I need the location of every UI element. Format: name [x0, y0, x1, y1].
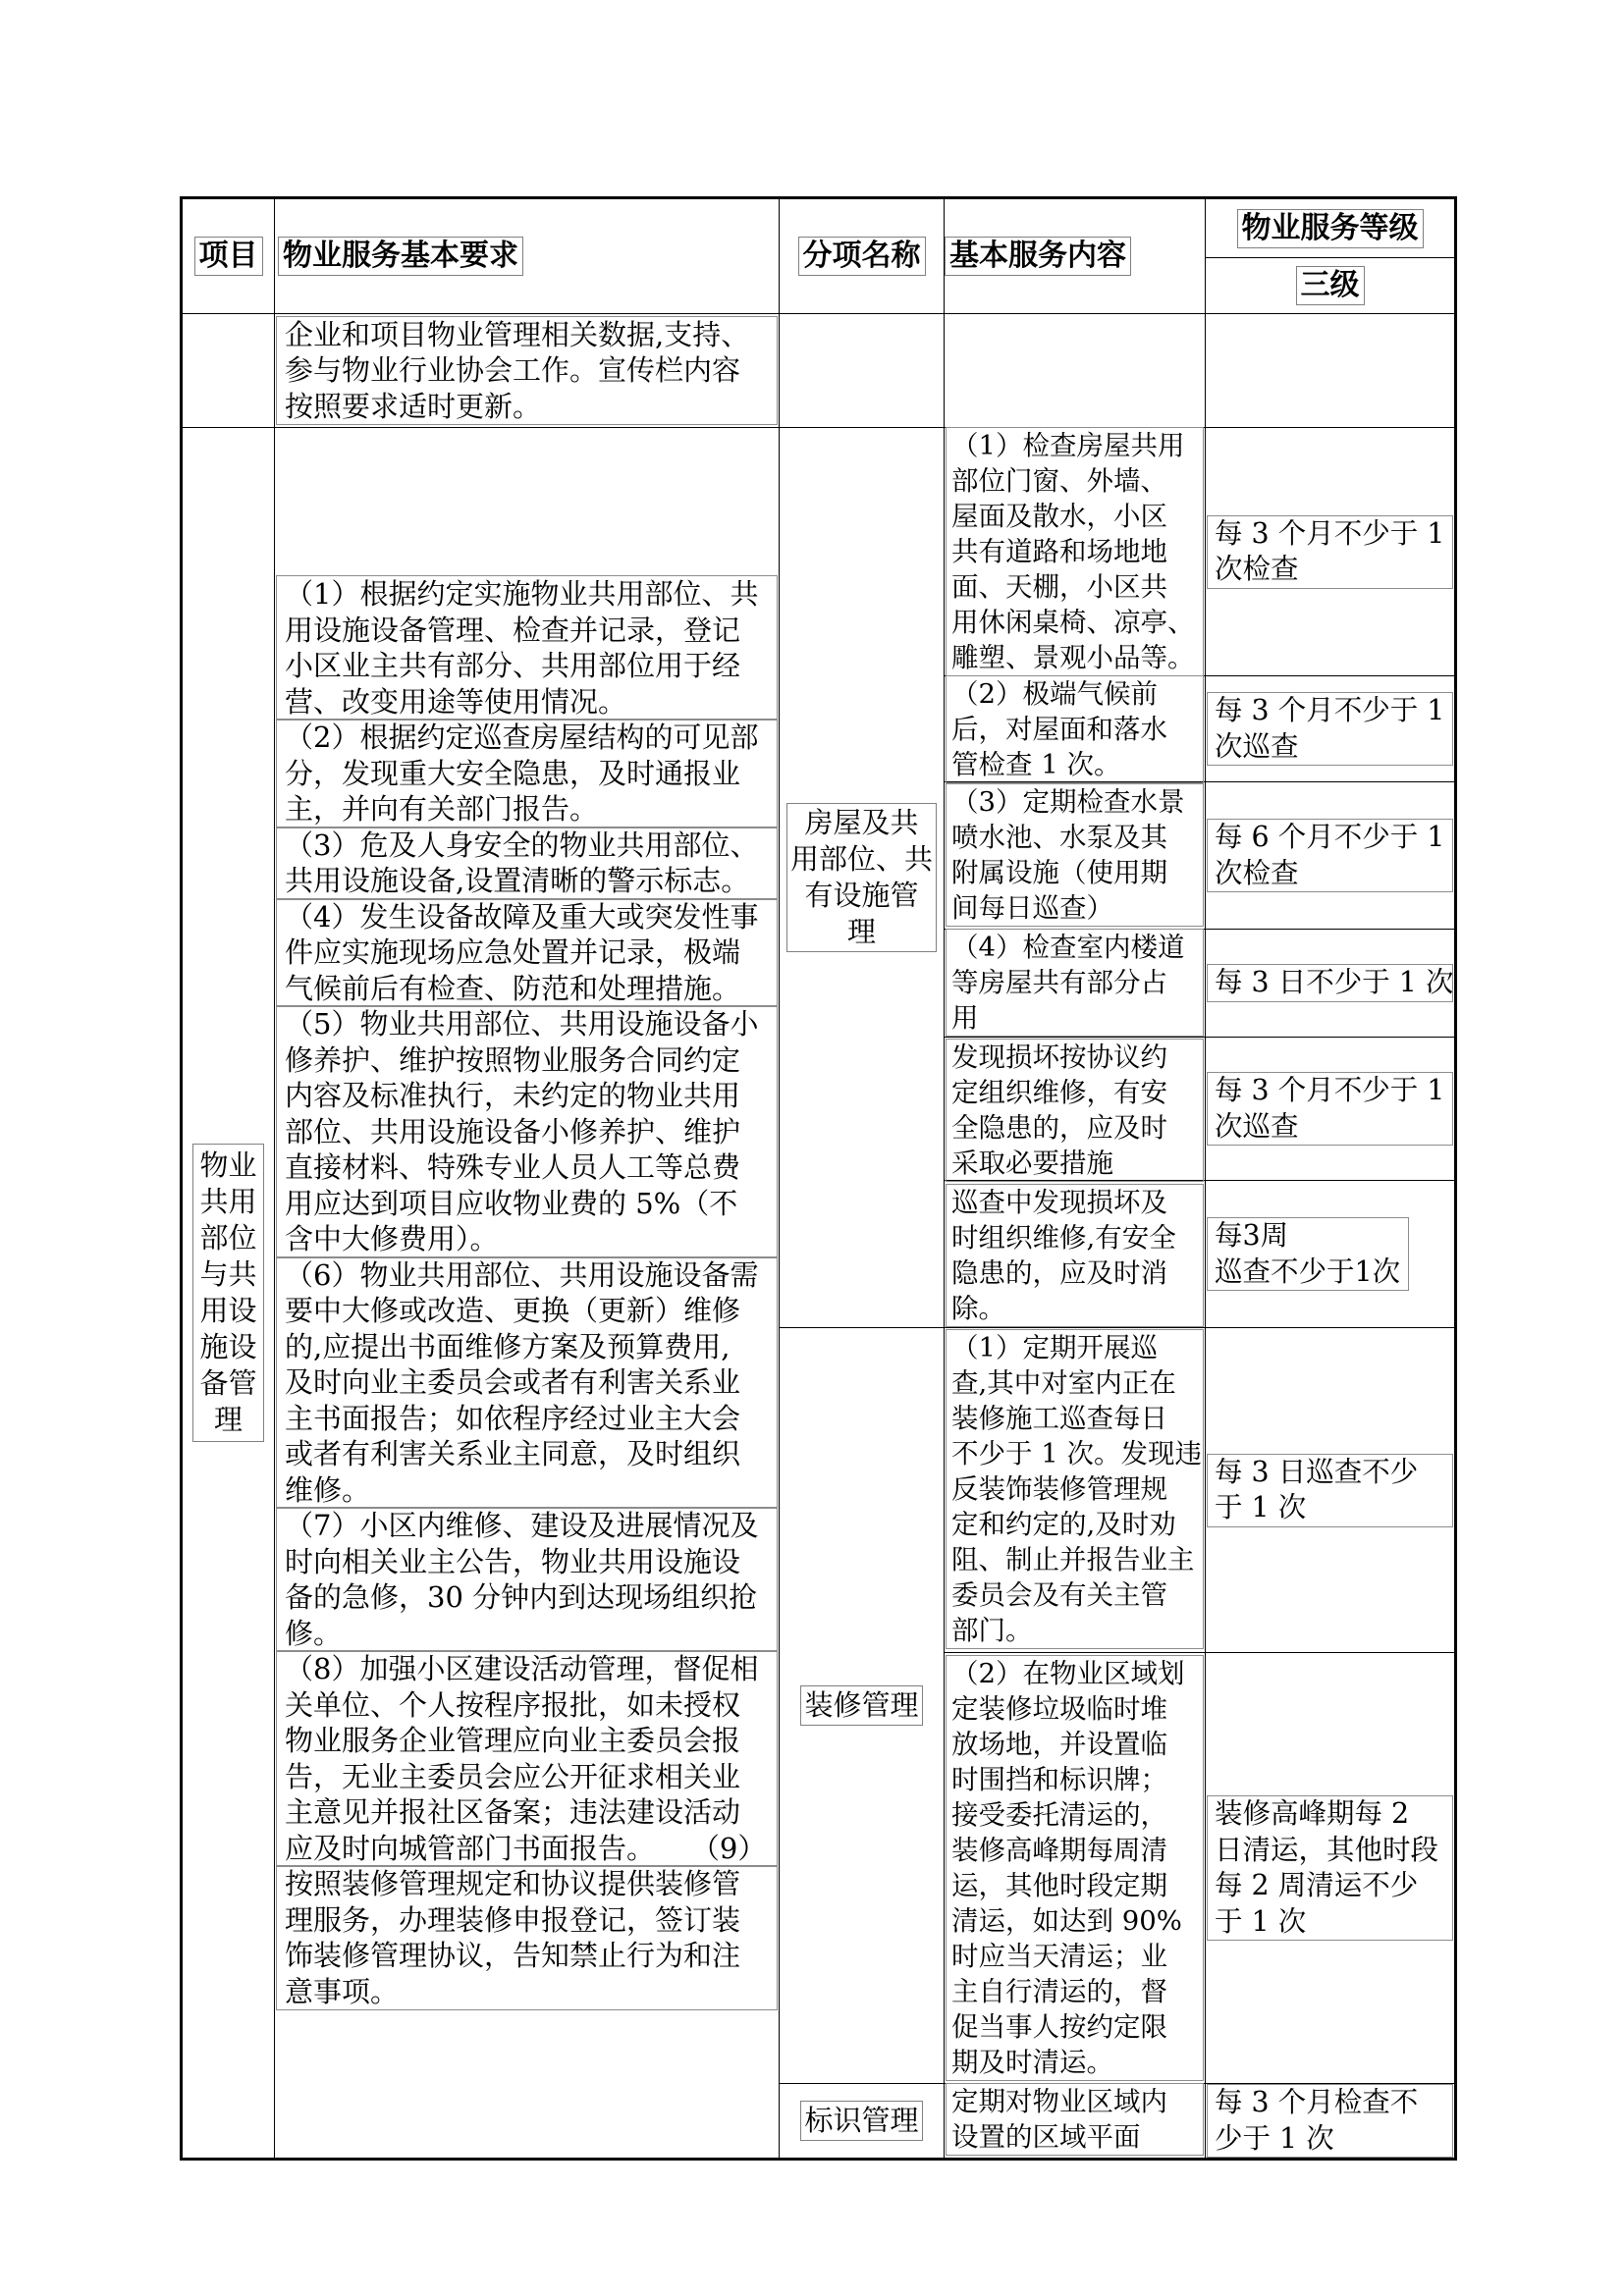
- text-line: 部门。: [951, 1615, 1033, 1646]
- requirement-paragraph: [277, 899, 777, 1007]
- service-level: [1208, 2085, 1452, 2157]
- service-level: [1208, 1073, 1452, 1145]
- service-level-cell: [1206, 1038, 1454, 1181]
- text-line: 小区业主共有部分、共用部位用于经: [285, 649, 741, 682]
- service-level-cell: [1206, 676, 1454, 782]
- requirement-paragraph: [277, 1257, 777, 1509]
- empty-cell: [1206, 314, 1454, 428]
- text-line: 次巡查: [1215, 1109, 1299, 1143]
- text-line: （3）危及人身安全的物业共用部位、: [285, 828, 759, 862]
- text-line: 理: [846, 915, 876, 948]
- text-line: 用休闲桌椅、凉亭、: [951, 607, 1195, 638]
- text-line: 促当事人按约定限: [951, 2011, 1167, 2043]
- section-item-cell: [183, 428, 275, 2158]
- text-line: 间每日巡查）: [951, 892, 1113, 924]
- service-level-cell: [1206, 1653, 1454, 2084]
- service-level: [1208, 1796, 1452, 1940]
- text-line: 清运，如达到 90%: [951, 1905, 1182, 1937]
- text-line: 主自行清运的，督: [951, 1976, 1167, 2007]
- service-content: [947, 1330, 1203, 1648]
- text-line: 装修高峰期每 2: [1215, 1797, 1410, 1830]
- service-content-cell: [945, 428, 1206, 676]
- service-level-cell: [1206, 428, 1454, 676]
- text-line: 等房屋共有部分占: [951, 967, 1167, 998]
- text-line: 含中大修费用）。: [285, 1222, 499, 1255]
- section-item-label: [193, 1145, 262, 1441]
- text-line: 修。: [285, 1616, 343, 1650]
- subitem-name-building-facilities: [787, 804, 936, 951]
- text-line: 查,其中对室内正在: [951, 1367, 1176, 1399]
- text-line: 部位、共用设施设备小修养护、维护: [285, 1114, 741, 1148]
- text-line: 隐患的，应及时消: [951, 1257, 1167, 1289]
- text-line: 附属设施（使用期: [951, 857, 1167, 888]
- service-level: [1208, 516, 1452, 588]
- text-line: 主，并向有关部门报告。: [285, 792, 599, 826]
- service-content: [947, 676, 1203, 782]
- text-line: 次检查: [1215, 553, 1299, 585]
- text-line: 定装修垃圾临时堆: [951, 1693, 1167, 1725]
- header-service-level-label: 物业服务等级: [1238, 210, 1423, 247]
- text-line: 应及时向城管部门书面报告。 （9）: [285, 1831, 767, 1865]
- text-line: 日清运，其他时段: [1215, 1833, 1439, 1866]
- service-content-cell: [945, 2084, 1206, 2158]
- text-line: （3）定期检查水景: [951, 786, 1185, 818]
- text-line: 定组织维修，有安: [951, 1077, 1167, 1108]
- text-line: （1）检查房屋共用: [951, 430, 1185, 461]
- text-line: 次检查: [1215, 856, 1299, 889]
- header-basic-requirements-cell: [275, 199, 780, 314]
- service-level: [1208, 1218, 1408, 1290]
- subitem-name-cell: [780, 1328, 945, 2084]
- text-line: 管检查 1 次。: [951, 749, 1121, 780]
- text-line: （4）检查室内楼道: [951, 932, 1185, 963]
- service-content-cell: [945, 782, 1206, 930]
- text-line: 接受委托清运的，: [951, 1799, 1167, 1831]
- header-subitem-name-label: 分项名称: [799, 238, 925, 275]
- service-level-cell: [1206, 930, 1454, 1038]
- text-line: 施设: [199, 1330, 257, 1363]
- text-line: 巡查不少于1次: [1215, 1255, 1401, 1288]
- service-level: [1208, 820, 1452, 891]
- empty-cell: [780, 314, 945, 428]
- text-line: 每 3 个月不少于 1: [1215, 694, 1445, 726]
- service-level-cell: [1206, 1181, 1454, 1328]
- text-line: 分，发现重大安全隐患，及时通报业: [285, 756, 741, 790]
- text-line: 内容及标准执行，未约定的物业共用: [285, 1079, 741, 1112]
- header-level-three-cell: [1206, 258, 1454, 314]
- text-line: 面、天棚，小区共: [951, 571, 1167, 603]
- text-line: 直接材料、特殊专业人员人工等总费: [285, 1150, 741, 1184]
- text-line: 饰装修管理协议，告知禁止行为和注: [285, 1939, 741, 1972]
- text-line: 的,应提出书面维修方案及预算费用,: [285, 1329, 731, 1363]
- text-line: 阻、制止并报告业主: [951, 1544, 1195, 1575]
- text-line: 用设: [199, 1294, 257, 1327]
- text-line: 部位: [199, 1221, 257, 1255]
- text-line: 告，无业主委员会应公开征求相关业: [285, 1759, 741, 1793]
- subitem-name-cell: [780, 2084, 945, 2158]
- text-line: 每3周: [1215, 1219, 1289, 1252]
- service-content: [947, 784, 1203, 926]
- text-line: 标识管理: [804, 2104, 919, 2137]
- text-line: 时向相关业主公告，物业共用设施设: [285, 1544, 741, 1578]
- requirement-paragraph: [277, 1651, 777, 1866]
- text-line: 不少于 1 次。发现违: [951, 1438, 1202, 1469]
- text-line: （8）加强小区建设活动管理，督促相: [285, 1652, 759, 1685]
- subitem-name-signage: [801, 2102, 921, 2140]
- service-content-cell: [945, 676, 1206, 782]
- text-line: 用设施设备管理、检查并记录，登记: [285, 613, 741, 647]
- text-line: 备管: [199, 1366, 257, 1400]
- intro-requirements-cell: [275, 314, 780, 428]
- text-line: 每 2 周清运不少: [1215, 1869, 1419, 1901]
- text-line: 于 1 次: [1215, 1904, 1307, 1938]
- service-content: [947, 1656, 1203, 2080]
- text-line: 时应当天清运；业: [951, 1941, 1167, 1972]
- text-line: 物业服务企业管理应向业主委员会报: [285, 1724, 741, 1757]
- empty-cell: [183, 314, 275, 428]
- text-line: 及时向业主委员会或者有利害关系业: [285, 1365, 741, 1399]
- requirement-paragraph: [277, 1508, 777, 1651]
- text-line: 意事项。: [285, 1974, 400, 2008]
- text-line: 每 3 日巡查不少: [1215, 1455, 1419, 1488]
- text-line: 于 1 次: [1215, 1491, 1307, 1523]
- empty-cell: [945, 314, 1206, 428]
- text-line: 主意见并报社区备案；违法建设活动: [285, 1795, 741, 1829]
- service-level-cell: [1206, 1328, 1454, 1653]
- text-line: 共用设施设备,设置清晰的警示标志。: [285, 864, 750, 897]
- text-line: 每 6 个月不少于 1: [1215, 821, 1445, 853]
- requirement-paragraph: [277, 828, 777, 899]
- service-level-cell: [1206, 782, 1454, 930]
- text-line: 运，其他时段定期: [951, 1870, 1167, 1901]
- text-line: 巡查中发现损坏及: [951, 1187, 1167, 1218]
- header-service-level-cell: [1206, 199, 1454, 258]
- text-line: （5）物业共用部位、共用设施设备小: [285, 1007, 759, 1041]
- text-line: （2）极端气候前: [951, 678, 1158, 710]
- requirement-paragraph: [277, 1866, 777, 2009]
- text-line: 喷水池、水泵及其: [951, 822, 1167, 853]
- text-line: 用应达到项目应收物业费的 5%（不: [285, 1186, 738, 1220]
- text-line: 少于 1 次: [1215, 2121, 1334, 2155]
- text-line: 按照要求适时更新。: [285, 389, 542, 423]
- text-line: 房屋及共: [804, 806, 919, 839]
- requirement-paragraph: [277, 1006, 777, 1257]
- text-line: 时围挡和标识牌；: [951, 1764, 1167, 1795]
- service-content: [947, 1185, 1203, 1326]
- text-line: 屋面及散水，小区: [951, 501, 1167, 532]
- service-content: [947, 930, 1203, 1036]
- subitem-name-decoration: [801, 1686, 921, 1725]
- text-line: 装修施工巡查每日: [951, 1403, 1167, 1434]
- header-service-content-cell: [945, 199, 1206, 314]
- service-level: [1208, 693, 1452, 765]
- requirement-paragraph: [277, 720, 777, 828]
- text-line: 备的急修，30 分钟内到达现场组织抢: [285, 1580, 758, 1614]
- text-line: 装修管理: [804, 1688, 919, 1722]
- text-line: 用: [951, 1002, 979, 1034]
- text-line: 理服务，办理装修申报登记，签订装: [285, 1902, 741, 1937]
- text-line: 每 3 个月不少于 1: [1215, 516, 1445, 550]
- text-line: 期及时清运。: [951, 2047, 1113, 2078]
- header-level-three-label: 三级: [1297, 267, 1364, 304]
- text-line: 件应实施现场应急处置并记录，极端: [285, 935, 741, 969]
- text-line: （2）在物业区域划: [951, 1658, 1185, 1689]
- text-line: 每 3 个月不少于 1: [1215, 1074, 1445, 1106]
- service-level: [1208, 965, 1452, 1001]
- text-line: 时组织维修,有安全: [951, 1222, 1176, 1254]
- text-line: 设置的区域平面: [951, 2121, 1141, 2153]
- service-content-cell: [945, 1038, 1206, 1181]
- text-line: 后，对屋面和落水: [951, 714, 1167, 745]
- header-service-content-label: 基本服务内容: [946, 238, 1130, 275]
- text-line: 发现损坏按协议约: [951, 1041, 1167, 1073]
- text-line: 采取必要措施: [951, 1148, 1113, 1179]
- text-line: 主书面报告；如依程序经过业主大会: [285, 1401, 741, 1435]
- text-line: 气候前后有检查、防范和处理措施。: [285, 971, 741, 1005]
- text-line: 关单位、个人按程序报批，如未授权: [285, 1687, 741, 1722]
- text-line: （1）定期开展巡: [951, 1332, 1158, 1363]
- text-line: 参与物业行业协会工作。宣传栏内容: [285, 353, 741, 388]
- text-line: 营、改变用途等使用情况。: [285, 684, 627, 719]
- text-line: 每 3 个月检查不: [1215, 2086, 1419, 2118]
- text-line: （6）物业共用部位、共用设施设备需: [285, 1257, 759, 1292]
- requirement-paragraph: [277, 317, 777, 425]
- service-content: [947, 428, 1203, 675]
- header-item-cell: [183, 199, 275, 314]
- text-line: 企业和项目物业管理相关数据,支持、: [285, 317, 750, 351]
- service-content: [947, 1040, 1203, 1181]
- text-line: 共用: [199, 1185, 257, 1218]
- service-content-cell: [945, 1328, 1206, 1653]
- text-line: （7）小区内维修、建设及进展情况及: [285, 1509, 759, 1542]
- text-line: 理: [213, 1403, 243, 1436]
- property-service-table: [180, 196, 1457, 2161]
- text-line: 反装饰装修管理规: [951, 1473, 1167, 1505]
- text-line: 与共: [199, 1257, 257, 1291]
- text-line: 全隐患的，应及时: [951, 1112, 1167, 1144]
- text-line: 或者有利害关系业主同意，及时组织: [285, 1437, 741, 1470]
- text-line: 部位门窗、外墙、: [951, 465, 1167, 497]
- text-line: 修养护、维护按照物业服务合同约定: [285, 1042, 741, 1077]
- text-line: 有设施管: [804, 879, 919, 912]
- text-line: 定期对物业区域内: [951, 2086, 1167, 2117]
- service-content-cell: [945, 930, 1206, 1038]
- service-content: [947, 2084, 1203, 2155]
- requirement-paragraph: [277, 576, 777, 720]
- text-line: 除。: [951, 1293, 1005, 1324]
- text-line: 用部位、共: [789, 842, 933, 876]
- text-line: 按照装修管理规定和协议提供装修管: [285, 1867, 741, 1900]
- text-line: 要中大修或改造、更换（更新）维修: [285, 1294, 741, 1327]
- subitem-name-cell: [780, 428, 945, 1328]
- text-line: （4）发生设备故障及重大或突发性事: [285, 899, 759, 934]
- text-line: 委员会及有关主管: [951, 1579, 1167, 1611]
- text-line: 雕塑、景观小品等。: [951, 642, 1195, 673]
- header-item-label: 项目: [195, 238, 262, 275]
- text-line: 共有道路和场地地: [951, 536, 1167, 567]
- header-basic-requirements-label: 物业服务基本要求: [279, 238, 522, 275]
- text-line: 装修高峰期每周清: [951, 1835, 1167, 1866]
- text-line: （2）根据约定巡查房屋结构的可见部: [285, 721, 759, 754]
- service-content-cell: [945, 1181, 1206, 1328]
- text-line: 维修。: [285, 1472, 371, 1507]
- text-line: 物业: [199, 1148, 257, 1182]
- text-line: 定和约定的,及时劝: [951, 1509, 1176, 1540]
- text-line: 每 3 日不少于 1 次: [1215, 966, 1454, 999]
- text-line: 放场地，并设置临: [951, 1729, 1167, 1760]
- section-requirements-cell: [275, 428, 780, 2158]
- text-line: 次巡查: [1215, 729, 1299, 763]
- service-content-cell: [945, 1653, 1206, 2084]
- header-subitem-name-cell: [780, 199, 945, 314]
- service-level: [1208, 1455, 1452, 1526]
- text-line: （1）根据约定实施物业共用部位、共: [285, 577, 759, 611]
- service-level-cell: [1206, 2084, 1454, 2158]
